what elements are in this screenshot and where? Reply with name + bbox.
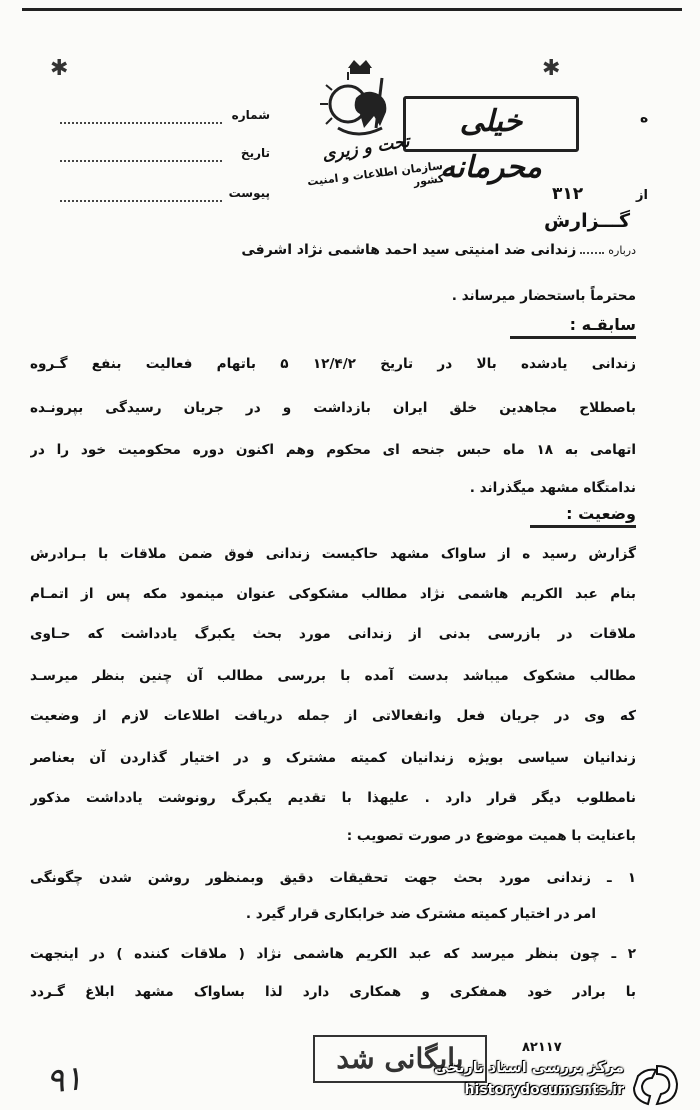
numbered-item-continuation: با برادر خود همفکری و همکاری دارد لذا بساواک مشهد ابلاغ گـردد (30, 984, 636, 1000)
greeting: محترماً باستحضار میرساند . (451, 288, 636, 304)
from-label: از (636, 188, 648, 203)
corner-flourish-left: ✱ (50, 56, 69, 81)
watermark-url: historydocuments.ir (464, 1082, 624, 1098)
body-line: مطالب مشکوک میباشد بدست آمده با بررسی مطالب آن چنین بنظر میرسـد (30, 668, 636, 684)
body-line: باعنایت با همیت موضوع در صورت تصویب : (346, 828, 636, 844)
attachment-label: پیوست (228, 186, 270, 200)
report-title: گـــزارش (543, 210, 630, 232)
corner-flourish-right: ✱ (542, 56, 561, 81)
date-field (60, 146, 270, 168)
heading-status: وضعیت : (530, 503, 636, 528)
document-number: ۳۱۲ (552, 184, 584, 204)
stamp-handwritten-line: تحت و زیری (320, 131, 411, 166)
body-line: گزارش رسید ه از ساواک مشهد حاکیست زندانی فوق ضمن ملاقات با بـرادرش (30, 546, 636, 562)
reference-number: ۸۲۱۱۷ (522, 1040, 562, 1055)
lion-and-sun-emblem-icon (318, 58, 402, 144)
date-dotted-line (60, 160, 222, 162)
body-line: اتهامی به ۱۸ ماه حبس جنحه ای محکوم وهم اکنون دوره محکومیت خود را در (30, 442, 636, 458)
body-line: نامطلوب دیگر قرار دارد . علیهذا با تقدیم یکبرگ رونوشت یادداشت مذکور (30, 790, 636, 806)
number-label: شماره (231, 108, 270, 122)
number-field (60, 108, 270, 130)
subject-dots (580, 252, 604, 254)
heading-background: سابقـه : (510, 314, 636, 339)
number-dotted-line (60, 122, 222, 124)
organization-name: سازمان اطلاعات و امنیت کشور (306, 158, 446, 189)
watermark-logo-icon (632, 1062, 682, 1106)
body-line: باصطلاح مجاهدین خلق ایران بازداشت و در جریان رسیدگی بپرونـده (30, 400, 636, 416)
numbered-item-continuation: امر در اختیار کمیته مشترک ضد خرابکاری قرار گیرد . (245, 906, 596, 922)
numbered-item: ۲ ـ چون بنظر میرسد که عبد الکریم هاشمی نژاد ( ملاقات کننده ) در اینجهت (30, 946, 636, 962)
top-rule (22, 8, 682, 11)
body-line: ندامتگاه مشهد میگذراند . (469, 480, 636, 496)
body-line: بنام عبد الکریم هاشمی نژاد مطالب مشکوکی عنوان مینمود مکه پس از اتمـام (30, 586, 636, 602)
subject-text: زندانی ضد امنیتی سید احمد هاشمی نژاد اشرفی (241, 242, 577, 258)
numbered-item: ۱ ـ زندانی مورد بحث جهت تحقیقات دقیق وبمنظور روشن شدن چگونگی (30, 870, 636, 886)
page-corner-letter: ه (640, 110, 649, 126)
date-label: تاریخ (240, 146, 270, 160)
watermark-persian: مرکز بررسی اسناد تاریخی (433, 1060, 624, 1076)
classification-stamp (403, 96, 579, 185)
report-subject-line (70, 242, 636, 258)
attachment-dotted-line (60, 200, 222, 202)
body-line: ملاقات در بازرسی بدنی از زندانی مورد بحث یکبرگ یادداشت که حـاوی (30, 626, 636, 642)
body-line: که وی در جریان فعل وانفعالاتی از جمله دریافت اطلاعات لازم از وضعیت (30, 708, 636, 724)
body-line: زندانی یادشده بالا در تاریخ ۱۲/۴/۲ ۵ باتهام فعالیت بنفع گـروه (30, 356, 636, 372)
subject-prefix: درباره (608, 244, 636, 257)
archive-stamp: بایگانی شد (313, 1035, 487, 1083)
attachment-field (60, 186, 270, 208)
classification-text: خیلی محرمانه (440, 104, 542, 185)
body-line: زندانیان سیاسی بویژه زندانیان کمیته مشترک و در اختیار گذاردن آن بعناصر (30, 750, 636, 766)
handwritten-page-number: ۹۱ (44, 1058, 85, 1102)
